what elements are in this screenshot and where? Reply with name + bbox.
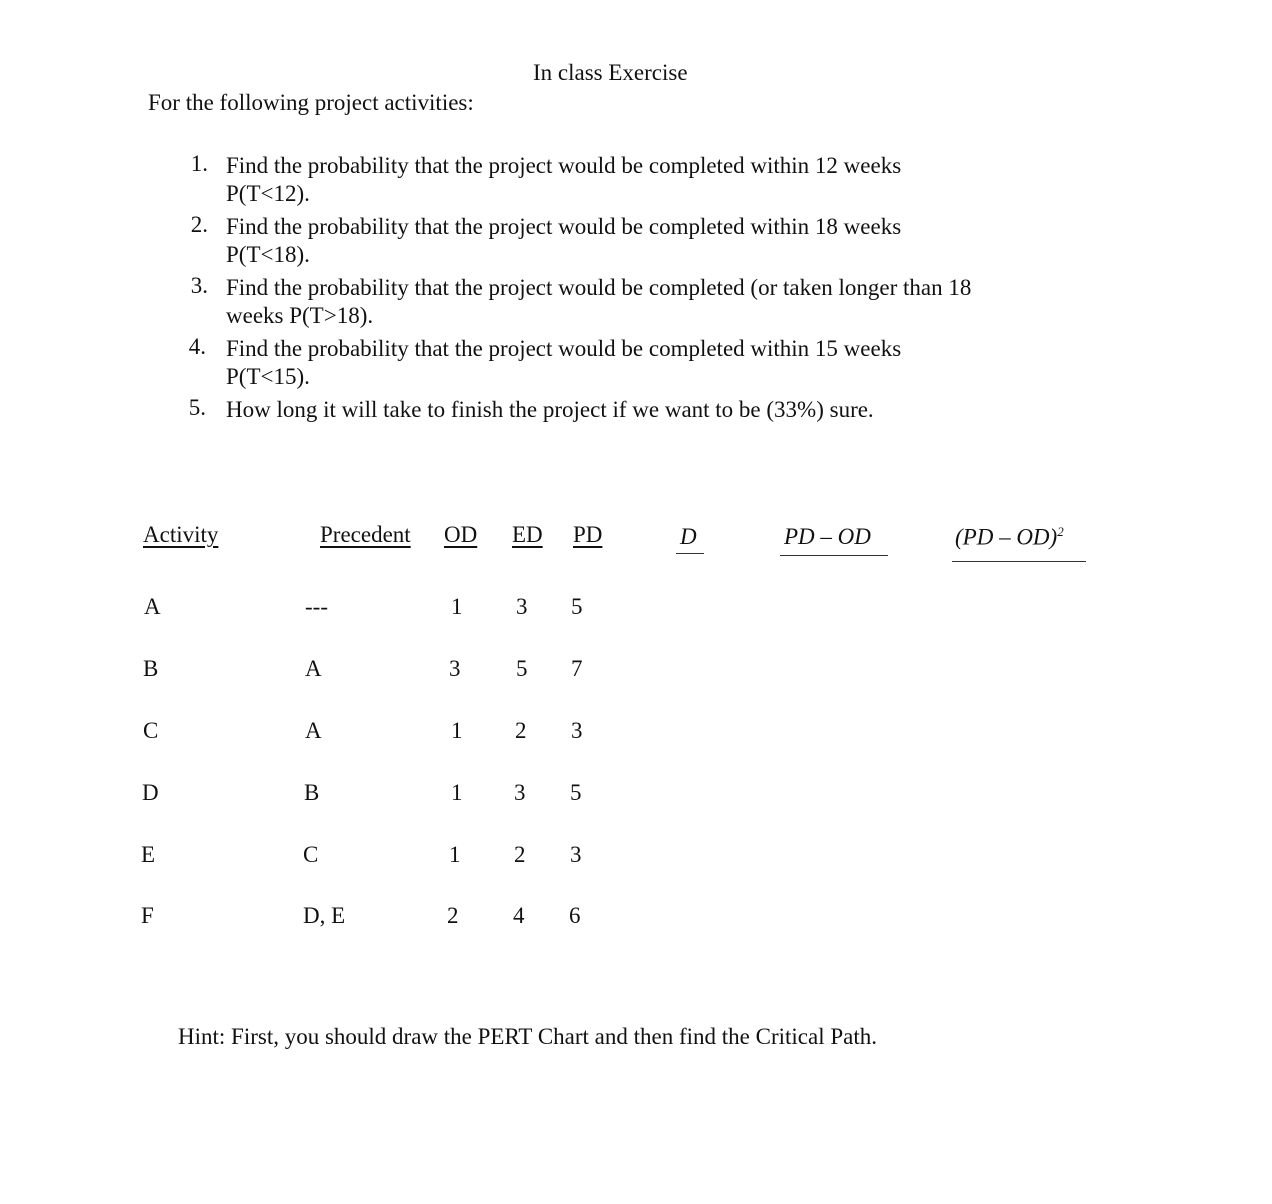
- cell-activity: D: [142, 780, 159, 805]
- cell-pd: 7: [571, 656, 583, 681]
- question-line: weeks P(T>18).: [226, 303, 374, 328]
- question-line: Find the probability that the project would be completed (or taken longer than 18: [226, 275, 972, 300]
- header-pd-minus-od-squared-base: (PD – OD): [955, 524, 1058, 550]
- cell-activity: E: [141, 842, 156, 867]
- cell-activity: B: [143, 656, 159, 681]
- header-pd-minus-od: PD – OD: [784, 524, 871, 549]
- question-number: 3.: [190, 273, 208, 298]
- cell-precedent: D, E: [303, 903, 346, 928]
- cell-pd: 3: [571, 718, 583, 743]
- question-line: Find the probability that the project would be completed within 12 weeks: [226, 153, 902, 178]
- squared-exponent: 2: [1057, 524, 1064, 539]
- cell-pd: 5: [571, 594, 583, 619]
- cell-ed: 2: [515, 718, 527, 743]
- header-activity: Activity: [143, 522, 219, 547]
- cell-od: 1: [451, 718, 463, 743]
- cell-precedent: C: [303, 842, 319, 867]
- header-od: OD: [444, 522, 478, 547]
- question-number: 1.: [190, 151, 208, 176]
- header-ed: ED: [512, 522, 543, 547]
- cell-precedent: ---: [305, 594, 328, 619]
- hint-text: Hint: First, you should draw the PERT Chart and then find the Critical Path.: [178, 1024, 877, 1049]
- question-line: P(T<15).: [226, 364, 310, 389]
- header-precedent: Precedent: [320, 522, 411, 547]
- question-line: Find the probability that the project would be completed within 18 weeks: [226, 214, 902, 239]
- cell-precedent: B: [304, 780, 320, 805]
- header-pd-minus-od-squared-underline: [952, 561, 1086, 562]
- question-number: 2.: [190, 212, 208, 237]
- header-d: D: [680, 524, 697, 549]
- header-d-underline: [676, 553, 704, 554]
- question-number: 4.: [188, 334, 206, 359]
- cell-od: 1: [449, 842, 461, 867]
- cell-ed: 3: [516, 594, 528, 619]
- question-line: How long it will take to finish the project if we want to be (33%) sure.: [226, 397, 874, 422]
- cell-activity: C: [143, 718, 159, 743]
- question-number: 5.: [188, 395, 206, 420]
- cell-activity: F: [141, 903, 154, 928]
- header-pd: PD: [573, 522, 603, 547]
- question-line: P(T<18).: [226, 242, 310, 267]
- cell-pd: 3: [570, 842, 582, 867]
- question-line: P(T<12).: [226, 181, 310, 206]
- cell-od: 3: [449, 656, 461, 681]
- cell-pd: 5: [570, 780, 582, 805]
- header-pd-minus-od-underline: [780, 555, 888, 556]
- cell-ed: 5: [516, 656, 528, 681]
- cell-od: 2: [447, 903, 459, 928]
- cell-ed: 2: [514, 842, 526, 867]
- cell-od: 1: [451, 780, 463, 805]
- document-title: In class Exercise: [533, 60, 688, 85]
- cell-od: 1: [451, 594, 463, 619]
- cell-activity: A: [144, 594, 161, 619]
- intro-text: For the following project activities:: [148, 90, 474, 115]
- question-line: Find the probability that the project would be completed within 15 weeks: [226, 336, 902, 361]
- cell-precedent: A: [305, 656, 322, 681]
- cell-pd: 6: [569, 903, 581, 928]
- cell-precedent: A: [305, 718, 322, 743]
- cell-ed: 3: [514, 780, 526, 805]
- cell-ed: 4: [513, 903, 525, 928]
- header-pd-minus-od-squared: [955, 524, 1064, 551]
